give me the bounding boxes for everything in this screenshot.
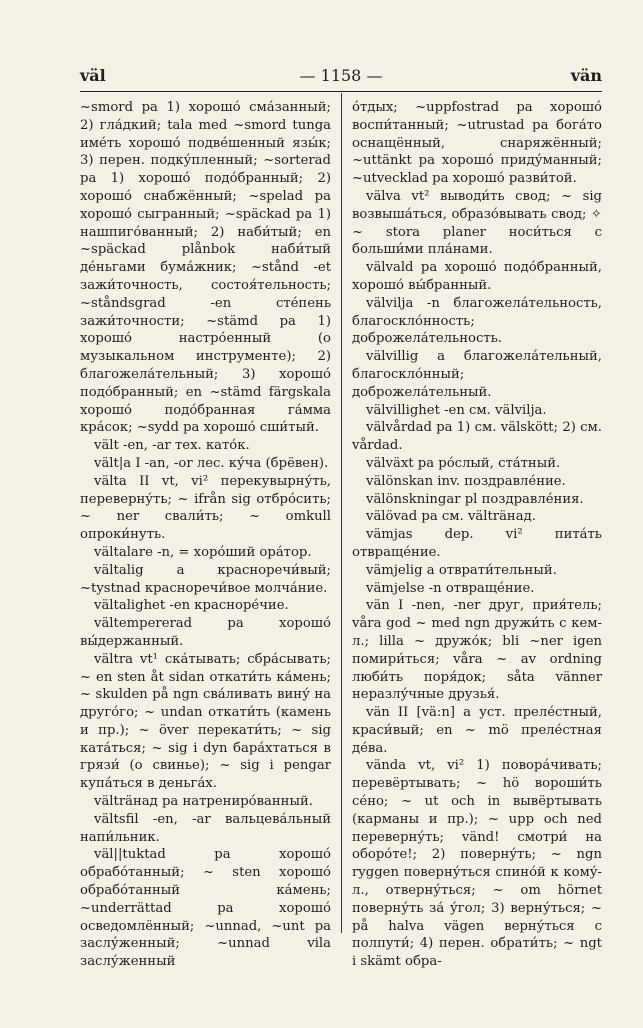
entry: о́тдых; ~uppfostrad pa хорошо́ воспи́танный; ~utrustad pa бога́то оснащённый, снаряжённый; ~uttänkt pa хорошо́ приду́манный; ~utvecklad pa хорошо́ разви́той. [352, 100, 602, 187]
entry: välvårdad pa 1) см. välskött; 2) см. vårdad. [352, 420, 602, 454]
entry: vältra vt¹ ска́тывать; сбра́сывать; ~ en sten åt sidan откати́ть ка́мень; ~ skulden på ngn сва́ливать вину́ на друго́го; ~ undan откати́ть (камень и пр.); ~ över перекати́ть; ~ sig ката́ться; ~ sig i dyn бара́хтаться в грязи́ (о свинье); ~ sig i pengar купа́ться в деньга́х. [80, 651, 331, 792]
left-column [80, 99, 331, 971]
page-header [80, 66, 602, 88]
entry: vältalare -n, = хоро́ший ора́тор. [94, 544, 312, 560]
entry: vända vt, vi² 1) повора́чивать; перевёртывать; ~ hö вороши́ть се́но; ~ ut och in вывёртывать (карманы и пр.); ~ upp och ned переверну́ть; vänd! смотри́ на оборо́те!; 2) поверну́ть; ~ ngn ryggen поверну́ться спино́й к кому́-л., отверну́ться; ~ om hörnet поверну́ть за́ у́гол; 3) верну́ться; ~ på halva vägen верну́ться с полпути́; 4) перен. обрати́ть; ~ ngt i skämt обра- [352, 758, 602, 970]
entry: välönskningar pl поздравле́ния. [366, 491, 584, 507]
column-divider [341, 93, 342, 933]
entry: vältempererad pa хорошо́ вы́держанный. [80, 616, 331, 649]
entry: vältalighet -en красноре́чие. [94, 598, 289, 614]
entry: vämjelse -n отвраще́ние. [366, 580, 535, 596]
entry: välväxt pa ро́слый, ста́тный. [366, 455, 561, 471]
entry: välvillighet -en см. välvilja. [366, 402, 547, 418]
page-number: — 1158 — [299, 66, 383, 85]
entry: vämjas dep. vi² пита́ть отвраще́ние. [352, 527, 602, 560]
entry: välvilja -n благожела́тельность, благоскло́нность; доброжела́тельность. [352, 295, 602, 347]
entry: vän II [vä:n] a уст. преле́стный, краси́вый; en ~ mö преле́стная де́ва. [352, 705, 602, 756]
left-guide-word: väl [80, 66, 106, 85]
entry: välvillig a благожела́тельный, благоскло́нный; доброжела́тельный. [352, 349, 602, 400]
right-guide-word: vän [570, 66, 602, 85]
entry: välträнад pa натрениро́ванный. [94, 794, 313, 810]
entry: väl||tuktad pa хорошо́ обрабо́танный; ~ sten хорошо́ обрабо́танный ка́мень; ~underrättad pa хорошо́ осведомлённый; ~unnad, ~unt pa заслу́женный; ~unnad vila заслу́женный [80, 847, 331, 970]
entry: vält|a I -an, -or лес. ку́ча (брёвен). [94, 455, 329, 471]
header-rule [80, 91, 602, 92]
entry: ~smord pa 1) хорошо́ сма́занный; 2) гла́дкий; tala med ~smord tunga име́ть хорошо́ подве́шенный язы́к; 3) перен. подку́пленный; ~sorterad pa 1) хорошо́ подо́бранный; 2) хорошо́ снабжённый; ~spelad pa хорошо́ сыгранный; ~späckad pa 1) нашпиго́ванный; 2) наби́тый; en ~späckad plånbok наби́тый де́ньгами бума́жник; ~stånd -et зажи́точность, состоя́тельность; ~ståndsgrad -en сте́пень зажи́точности; ~stämd pa 1) хорошо́ настро́енный (о музыкальном инструменте); 2) благожела́тельный; 3) хорошо́ подо́бранный; en ~stämd färgskala хорошо́ подо́бранная га́мма кра́сок; ~sydd pa хорошо́ сши́тый. [80, 100, 331, 436]
entry: vämjelig a отврати́тельный. [366, 562, 557, 578]
entry: välva vt² выводи́ть свод; ~ sig возвыша́ться, образо́вывать свод; ✧ ~ stora planer носи́ться с больши́ми пла́нами. [352, 188, 602, 258]
entry: välövad pa см. välträнад. [366, 509, 536, 525]
entry: välta II vt, vi² перекувырну́ть, переверну́ть; ~ ifrån sig отбро́сить; ~ ner свали́ть; ~ omkull опроки́нуть. [80, 473, 331, 543]
entry: vän I -nen, -ner друг, прия́тель; våra god ~ med ngn дружи́ть с кем-л.; lilla ~ дружо́к; bli ~ner igen помири́ться; våra ~ av ordning люби́ть поря́док; såta vänner неразлу́чные друзья́. [352, 598, 602, 703]
right-column [352, 99, 602, 971]
entry: välönskan inv. поздравле́ние. [366, 473, 566, 489]
entry: vältalig a красноречи́вый; ~tystnad красноречи́вое молча́ние. [80, 562, 331, 596]
entry: vältsfil -en, -ar вальцева́льный напи́льник. [80, 811, 331, 845]
entry: vält -en, -ar тех. като́к. [94, 438, 250, 454]
entry: välvald pa хорошо́ подо́бранный, хорошо́ вы́бранный. [352, 260, 602, 293]
